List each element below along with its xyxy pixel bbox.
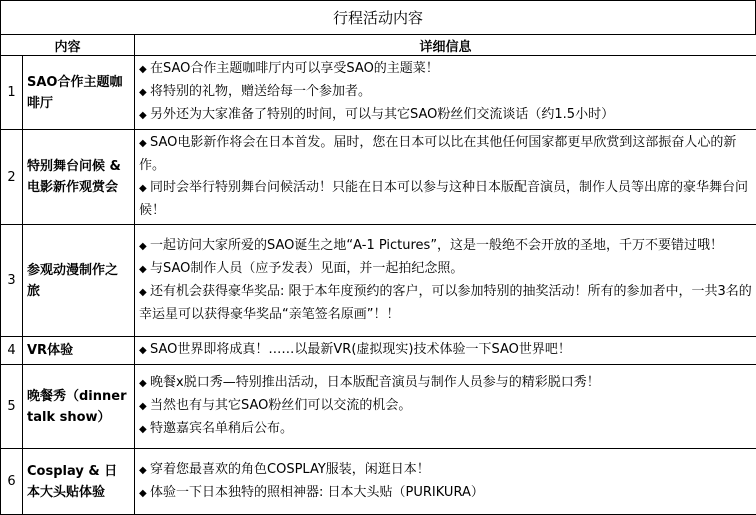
detail-item <box>139 418 752 441</box>
detail-text: 一起访问大家所爱的SAO诞生之地“A-1 Pictures”，这是一般绝不会开放的圣地，千万不要错过哦！ <box>150 238 723 253</box>
detail-item <box>139 339 752 362</box>
table-row <box>1 130 756 225</box>
detail-text: 在SAO合作主题咖啡厅内可以享受SAO的主题菜！ <box>150 61 439 76</box>
bullet-icon: ◆ <box>139 340 150 362</box>
detail-item <box>139 482 752 505</box>
table-body <box>1 56 756 515</box>
detail-text: 体验一下日本独特的照相神器: 日本大头贴（PURIKURA） <box>150 485 484 500</box>
detail-text: 特邀嘉宾名单稍后公布。 <box>150 421 293 436</box>
row-number: 5 <box>1 365 23 449</box>
detail-item <box>139 281 752 326</box>
row-number: 4 <box>1 337 23 365</box>
bullet-icon: ◆ <box>139 133 150 155</box>
itinerary-table <box>0 34 756 515</box>
bullet-icon: ◆ <box>139 236 150 258</box>
detail-item <box>139 81 752 104</box>
bullet-icon: ◆ <box>139 373 150 395</box>
table-row <box>1 225 756 337</box>
table-header-row <box>1 35 756 56</box>
bullet-icon: ◆ <box>139 105 150 127</box>
detail-item <box>139 459 752 482</box>
activity-details <box>135 225 756 337</box>
detail-text: 将特别的礼物，赠送给每一个参加者。 <box>150 84 371 99</box>
activity-name: Cosplay & 日本大头贴体验 <box>23 449 135 515</box>
row-number: 3 <box>1 225 23 337</box>
detail-item <box>139 235 752 258</box>
detail-text: 与SAO制作人员（应予发表）见面，并一起拍纪念照。 <box>150 261 463 276</box>
detail-text: 晚餐x脱口秀—特别推出活动，日本版配音演员与制作人员参与的精彩脱口秀！ <box>150 375 600 390</box>
detail-item <box>139 258 752 281</box>
detail-text: 穿着您最喜欢的角色COSPLAY服装，闲逛日本！ <box>150 462 430 477</box>
detail-text: 还有机会获得豪华奖品: 限于本年度预约的客户，可以参加特别的抽奖活动！所有的参加者中，一共3名的幸运星可以获得豪华奖品“亲笔签名原画”！！ <box>139 284 752 322</box>
detail-item <box>139 395 752 418</box>
activity-name: 晚餐秀（dinner talk show） <box>23 365 135 449</box>
activity-name: SAO合作主题咖啡厅 <box>23 56 135 130</box>
table-row <box>1 449 756 515</box>
row-number: 1 <box>1 56 23 130</box>
bullet-icon: ◆ <box>139 460 150 482</box>
bullet-icon: ◆ <box>139 282 150 304</box>
bullet-icon: ◆ <box>139 59 150 81</box>
table-row <box>1 56 756 130</box>
header-content: 内容 <box>1 35 135 56</box>
activity-details <box>135 449 756 515</box>
bullet-icon: ◆ <box>139 82 150 104</box>
table-row <box>1 337 756 365</box>
detail-text: SAO电影新作将会在日本首发。届时，您在日本可以比在其他任何国家都更早欣赏到这部振奋人心的新作。 <box>139 135 736 173</box>
activity-name: 参观动漫制作之旅 <box>23 225 135 337</box>
detail-text: SAO世界即将成真！……以最新VR(虚拟现实)技术体验一下SAO世界吧！ <box>150 342 571 357</box>
activity-details <box>135 56 756 130</box>
detail-item <box>139 132 752 177</box>
header-details: 详细信息 <box>135 35 756 56</box>
bullet-icon: ◆ <box>139 483 150 505</box>
bullet-icon: ◆ <box>139 396 150 418</box>
bullet-icon: ◆ <box>139 259 150 281</box>
detail-item <box>139 104 752 127</box>
activity-details <box>135 130 756 225</box>
bullet-icon: ◆ <box>139 178 150 200</box>
detail-text: 当然也有与其它SAO粉丝们可以交流的机会。 <box>150 398 411 413</box>
detail-item <box>139 58 752 81</box>
table-row <box>1 365 756 449</box>
activity-name: 特别舞台问候 & 电影新作观赏会 <box>23 130 135 225</box>
detail-item <box>139 177 752 222</box>
row-number: 6 <box>1 449 23 515</box>
detail-text: 另外还为大家准备了特别的时间，可以与其它SAO粉丝们交流谈话（约1.5小时） <box>150 107 614 122</box>
bullet-icon: ◆ <box>139 419 150 441</box>
row-number: 2 <box>1 130 23 225</box>
activity-details <box>135 337 756 365</box>
activity-details <box>135 365 756 449</box>
detail-text: 同时会举行特别舞台问候活动！只能在日本可以参与这种日本版配音演员，制作人员等出席的豪华舞台问候！ <box>139 180 748 218</box>
page-title: 行程活动内容 <box>0 0 756 34</box>
detail-item <box>139 372 752 395</box>
activity-name: VR体验 <box>23 337 135 365</box>
